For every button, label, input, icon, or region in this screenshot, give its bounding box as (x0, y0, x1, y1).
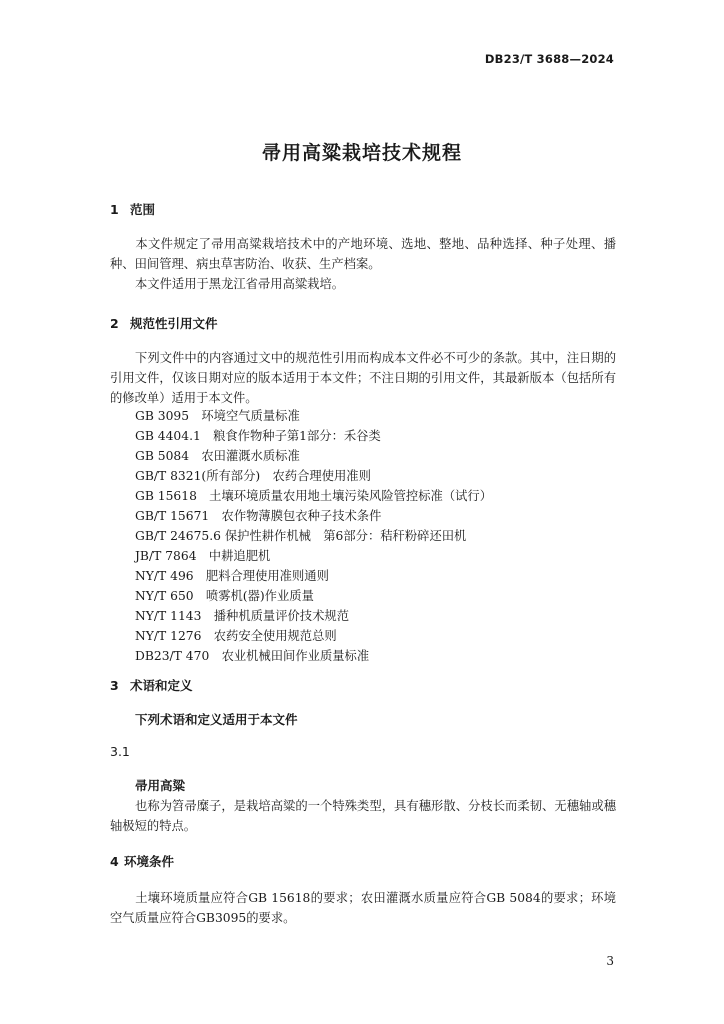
document-code: DB23/T 3688—2024 (484, 52, 614, 66)
section-title: 规范性引用文件 (130, 316, 218, 331)
section-1-paragraph-2: 本文件适用于黑龙江省帚用高粱栽培。 (135, 277, 345, 291)
section-number: 1 (110, 202, 119, 217)
section-4-paragraph-1: 土壤环境质量应符合GB 15618的要求；农田灌溉水质量应符合GB 5084的要求；环境空气质量应符合GB3095的要求。 (110, 891, 616, 925)
reference-item: GB 3095 环境空气质量标准 (135, 409, 300, 423)
reference-item: GB 4404.1 粮食作物种子第1部分：禾谷类 (135, 429, 381, 443)
section-title: 环境条件 (124, 854, 175, 869)
reference-item: NY/T 1143 播种机质量评价技术规范 (135, 609, 349, 623)
reference-item: NY/T 496 肥料合理使用准则通则 (135, 569, 329, 583)
reference-item: GB/T 24675.6 保护性耕作机械 第6部分：秸秆粉碎还田机 (135, 529, 467, 543)
reference-item: NY/T 1276 农药安全使用规范总则 (135, 629, 337, 643)
section-number: 2 (110, 316, 119, 331)
page-number: 3 (606, 954, 614, 968)
section-title: 术语和定义 (130, 678, 193, 693)
section-1-paragraph-1: 本文件规定了帚用高粱栽培技术中的产地环境、选地、整地、品种选择、种子处理、播种、田间管理、病虫草害防治、收获、生产档案。 (110, 237, 616, 271)
section-number: 4 (110, 854, 119, 869)
section-3-heading (110, 676, 193, 694)
section-4-heading (110, 852, 174, 870)
clause-number: 3.1 (110, 744, 130, 759)
section-3-intro: 下列术语和定义适用于本文件 (135, 712, 298, 727)
reference-item: GB/T 8321(所有部分) 农药合理使用准则 (135, 469, 371, 483)
term-definition: 也称为笤帚糜子，是栽培高粱的一个特殊类型，具有穗形散、分枝长而柔韧、无穗轴或穗轴极短的特点。 (110, 799, 616, 833)
section-1-heading (110, 200, 155, 218)
section-title: 范围 (130, 202, 156, 217)
reference-item: NY/T 650 喷雾机(器)作业质量 (135, 589, 314, 603)
term-heading: 帚用高粱 (135, 778, 186, 793)
reference-item: DB23/T 470 农业机械田间作业质量标准 (135, 649, 370, 663)
document-title: 帚用高粱栽培技术规程 (261, 142, 462, 164)
reference-item: GB 5084 农田灌溉水质标准 (135, 449, 300, 463)
reference-item: JB/T 7864 中耕追肥机 (135, 549, 271, 563)
reference-item: GB 15618 土壤环境质量农用地土壤污染风险管控标准（试行） (135, 489, 493, 503)
section-2-heading (110, 314, 218, 332)
reference-item: GB/T 15671 农作物薄膜包衣种子技术条件 (135, 509, 382, 523)
section-number: 3 (110, 678, 119, 693)
section-2-intro: 下列文件中的内容通过文中的规范性引用而构成本文件必不可少的条款。其中，注日期的引用文件，仅该日期对应的版本适用于本文件；不注日期的引用文件，其最新版本（包括所有的修改单）适用于本文件。 (110, 351, 616, 405)
